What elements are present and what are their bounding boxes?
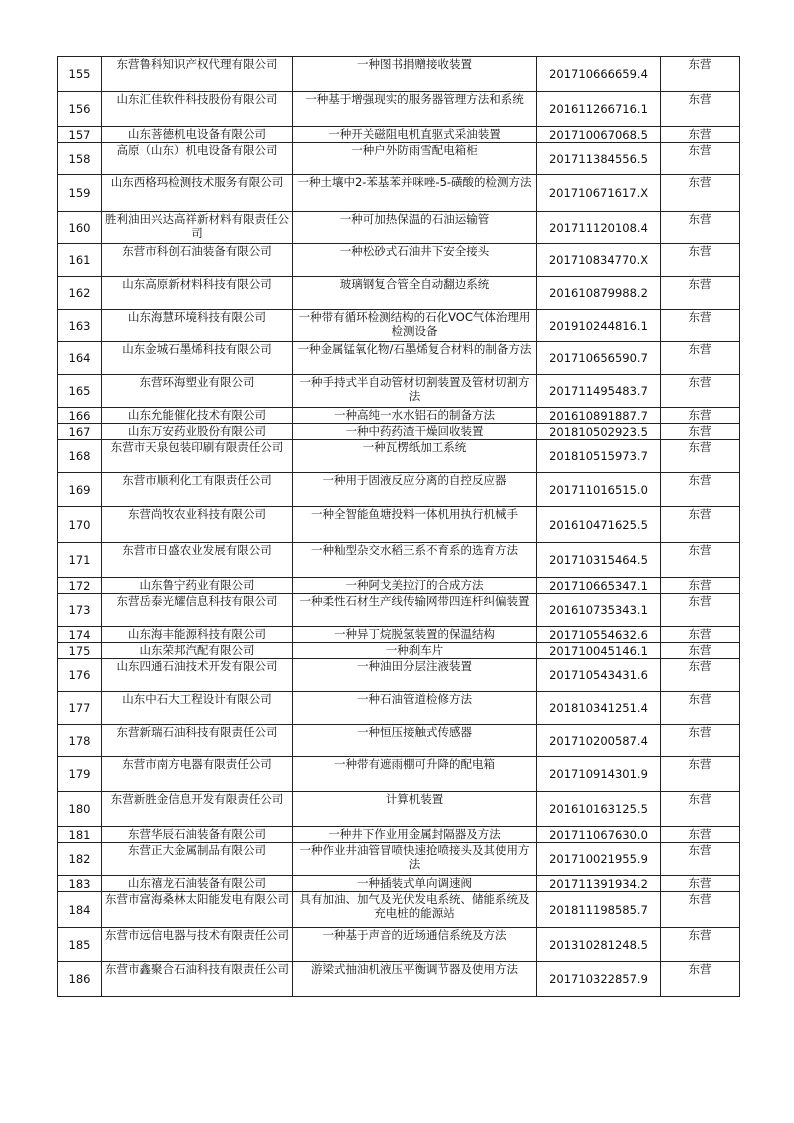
row-number: 174 [58, 627, 102, 643]
region: 东营 [661, 876, 740, 892]
patent-name: 一种插装式单向调速阀 [293, 876, 537, 892]
table-row [58, 843, 740, 876]
table-row [58, 827, 740, 843]
application-number: 201611266716.1 [537, 92, 661, 127]
patent-name: 具有加油、加气及光伏发电系统、储能系统及充电桩的能源站 [293, 892, 537, 928]
table-row [58, 127, 740, 143]
application-number: 201711495483.7 [537, 375, 661, 408]
patent-name: 一种图书捐赠接收装置 [293, 57, 537, 92]
row-number: 169 [58, 473, 102, 507]
application-number: 201610879988.2 [537, 277, 661, 310]
patent-name: 一种中药药渣干燥回收装置 [293, 424, 537, 440]
row-number: 167 [58, 424, 102, 440]
region: 东营 [661, 244, 740, 277]
table-row [58, 725, 740, 757]
region: 东营 [661, 143, 740, 175]
table-row [58, 757, 740, 792]
company-name: 东营新瑞石油科技有限责任公司 [102, 725, 293, 757]
application-number: 201710656590.7 [537, 342, 661, 375]
table-row [58, 408, 740, 424]
patent-name: 一种金属锰氧化物/石墨烯复合材料的制备方法 [293, 342, 537, 375]
company-name: 山东金城石墨烯科技有限公司 [102, 342, 293, 375]
table-row [58, 507, 740, 543]
row-number: 159 [58, 175, 102, 212]
patent-name: 一种户外防雨雪配电箱柜 [293, 143, 537, 175]
row-number: 175 [58, 643, 102, 659]
application-number: 201710543431.6 [537, 659, 661, 692]
region: 东营 [661, 725, 740, 757]
row-number: 172 [58, 578, 102, 594]
patent-name: 一种异丁烷脱氢装置的保温结构 [293, 627, 537, 643]
application-number: 201711120108.4 [537, 212, 661, 244]
region: 东营 [661, 375, 740, 408]
company-name: 山东允能催化技术有限公司 [102, 408, 293, 424]
table-row [58, 244, 740, 277]
row-number: 158 [58, 143, 102, 175]
application-number: 201610735343.1 [537, 594, 661, 627]
region: 东营 [661, 692, 740, 725]
company-name: 山东荣邦汽配有限公司 [102, 643, 293, 659]
application-number: 201710200587.4 [537, 725, 661, 757]
region: 东营 [661, 594, 740, 627]
application-number: 201710666659.4 [537, 57, 661, 92]
application-number: 201710834770.X [537, 244, 661, 277]
application-number: 201711016515.0 [537, 473, 661, 507]
patent-name: 一种油田分层注液装置 [293, 659, 537, 692]
region: 东营 [661, 543, 740, 578]
patent-name: 一种瓦楞纸加工系统 [293, 440, 537, 473]
table-row [58, 92, 740, 127]
table-row [58, 692, 740, 725]
company-name: 东营市远信电器与技术有限责任公司 [102, 928, 293, 962]
company-name: 东营市科创石油装备有限公司 [102, 244, 293, 277]
row-number: 164 [58, 342, 102, 375]
company-name: 东营市天泉包装印刷有限责任公司 [102, 440, 293, 473]
table-row [58, 892, 740, 928]
region: 东营 [661, 473, 740, 507]
company-name: 山东禧龙石油装备有限公司 [102, 876, 293, 892]
table-row [58, 175, 740, 212]
row-number: 181 [58, 827, 102, 843]
patent-name: 玻璃钢复合管全自动翻边系统 [293, 277, 537, 310]
patent-name: 一种土壤中2-苯基苯并咪唑-5-磺酸的检测方法 [293, 175, 537, 212]
table-row [58, 277, 740, 310]
company-name: 东营华辰石油装备有限公司 [102, 827, 293, 843]
row-number: 168 [58, 440, 102, 473]
application-number: 201610891887.7 [537, 408, 661, 424]
row-number: 179 [58, 757, 102, 792]
application-number: 201810515973.7 [537, 440, 661, 473]
row-number: 156 [58, 92, 102, 127]
application-number: 201710315464.5 [537, 543, 661, 578]
table-row [58, 962, 740, 997]
company-name: 东营正大金属制品有限公司 [102, 843, 293, 876]
company-name: 山东高原新材料科技有限公司 [102, 277, 293, 310]
row-number: 182 [58, 843, 102, 876]
table-row [58, 876, 740, 892]
patent-name: 一种阿戈美拉汀的合成方法 [293, 578, 537, 594]
company-name: 山东菩德机电设备有限公司 [102, 127, 293, 143]
application-number: 201711391934.2 [537, 876, 661, 892]
application-number: 201810502923.5 [537, 424, 661, 440]
patent-name: 一种带有循环检测结构的石化VOC气体治理用检测设备 [293, 310, 537, 342]
row-number: 166 [58, 408, 102, 424]
row-number: 186 [58, 962, 102, 997]
row-number: 176 [58, 659, 102, 692]
patent-name: 一种井下作业用金属封隔器及方法 [293, 827, 537, 843]
application-number: 201710067068.5 [537, 127, 661, 143]
table-row [58, 342, 740, 375]
row-number: 160 [58, 212, 102, 244]
company-name: 山东万安药业股份有限公司 [102, 424, 293, 440]
application-number: 201710322857.9 [537, 962, 661, 997]
patent-name: 一种松砂式石油井下安全接头 [293, 244, 537, 277]
application-number: 201710045146.1 [537, 643, 661, 659]
patent-name: 一种高纯一水水铝石的制备方法 [293, 408, 537, 424]
company-name: 东营市富海桑林太阳能发电有限公司 [102, 892, 293, 928]
company-name: 东营市日盛农业发展有限公司 [102, 543, 293, 578]
region: 东营 [661, 928, 740, 962]
patent-name: 一种石油管道检修方法 [293, 692, 537, 725]
region: 东营 [661, 408, 740, 424]
company-name: 东营市南方电器有限责任公司 [102, 757, 293, 792]
application-number: 201711067630.0 [537, 827, 661, 843]
company-name: 山东海慧环境科技有限公司 [102, 310, 293, 342]
region: 东营 [661, 440, 740, 473]
patent-name: 一种基于声音的近场通信系统及方法 [293, 928, 537, 962]
row-number: 180 [58, 792, 102, 827]
company-name: 东营市鑫聚合石油科技有限责任公司 [102, 962, 293, 997]
application-number: 201910244816.1 [537, 310, 661, 342]
patent-name: 计算机装置 [293, 792, 537, 827]
application-number: 201610163125.5 [537, 792, 661, 827]
company-name: 山东中石大工程设计有限公司 [102, 692, 293, 725]
patent-table [57, 56, 740, 997]
row-number: 178 [58, 725, 102, 757]
patent-name: 一种带有遮雨棚可升降的配电箱 [293, 757, 537, 792]
company-name: 山东海丰能源科技有限公司 [102, 627, 293, 643]
company-name: 东营环海塑业有限公司 [102, 375, 293, 408]
patent-name: 一种刹车片 [293, 643, 537, 659]
table-row [58, 543, 740, 578]
row-number: 177 [58, 692, 102, 725]
region: 东营 [661, 962, 740, 997]
row-number: 183 [58, 876, 102, 892]
region: 东营 [661, 578, 740, 594]
region: 东营 [661, 424, 740, 440]
region: 东营 [661, 659, 740, 692]
region: 东营 [661, 57, 740, 92]
table-row [58, 594, 740, 627]
company-name: 高原（山东）机电设备有限公司 [102, 143, 293, 175]
application-number: 201811198585.7 [537, 892, 661, 928]
region: 东营 [661, 843, 740, 876]
application-number: 201310281248.5 [537, 928, 661, 962]
table-row [58, 424, 740, 440]
table-row [58, 57, 740, 92]
company-name: 山东四通石油技术开发有限公司 [102, 659, 293, 692]
region: 东营 [661, 507, 740, 543]
region: 东营 [661, 175, 740, 212]
row-number: 163 [58, 310, 102, 342]
row-number: 155 [58, 57, 102, 92]
region: 东营 [661, 627, 740, 643]
application-number: 201710021955.9 [537, 843, 661, 876]
region: 东营 [661, 757, 740, 792]
row-number: 162 [58, 277, 102, 310]
application-number: 201711384556.5 [537, 143, 661, 175]
table-row [58, 310, 740, 342]
row-number: 184 [58, 892, 102, 928]
table-row [58, 212, 740, 244]
company-name: 东营新胜金信息开发有限责任公司 [102, 792, 293, 827]
patent-name: 一种基于增强现实的服务器管理方法和系统 [293, 92, 537, 127]
patent-name: 一种开关磁阻电机直驱式采油装置 [293, 127, 537, 143]
table-row [58, 578, 740, 594]
region: 东营 [661, 792, 740, 827]
patent-name: 一种可加热保温的石油运输管 [293, 212, 537, 244]
application-number: 201710671617.X [537, 175, 661, 212]
patent-name: 一种恒压接触式传感器 [293, 725, 537, 757]
row-number: 157 [58, 127, 102, 143]
application-number: 201710914301.9 [537, 757, 661, 792]
company-name: 东营鲁科知识产权代理有限公司 [102, 57, 293, 92]
patent-name: 一种籼型杂交水稻三系不育系的选育方法 [293, 543, 537, 578]
table-row [58, 473, 740, 507]
region: 东营 [661, 892, 740, 928]
company-name: 东营市顺利化工有限责任公司 [102, 473, 293, 507]
row-number: 173 [58, 594, 102, 627]
table-row [58, 643, 740, 659]
table-row [58, 143, 740, 175]
region: 东营 [661, 277, 740, 310]
company-name: 东营尚牧农业科技有限公司 [102, 507, 293, 543]
row-number: 185 [58, 928, 102, 962]
table-row [58, 928, 740, 962]
company-name: 胜利油田兴达高祥新材料有限责任公司 [102, 212, 293, 244]
application-number: 201810341251.4 [537, 692, 661, 725]
table-row [58, 440, 740, 473]
patent-name: 一种全智能鱼塘投料一体机用执行机械手 [293, 507, 537, 543]
row-number: 161 [58, 244, 102, 277]
table-row [58, 375, 740, 408]
region: 东营 [661, 127, 740, 143]
company-name: 山东西格玛检测技术服务有限公司 [102, 175, 293, 212]
region: 东营 [661, 643, 740, 659]
application-number: 201610471625.5 [537, 507, 661, 543]
company-name: 山东汇佳软件科技股份有限公司 [102, 92, 293, 127]
region: 东营 [661, 342, 740, 375]
row-number: 171 [58, 543, 102, 578]
patent-name: 一种手持式半自动管材切割装置及管材切割方法 [293, 375, 537, 408]
patent-name: 一种作业井油管冒喷快速抢喷接头及其使用方法 [293, 843, 537, 876]
region: 东营 [661, 827, 740, 843]
row-number: 170 [58, 507, 102, 543]
company-name: 山东鲁宁药业有限公司 [102, 578, 293, 594]
application-number: 201710665347.1 [537, 578, 661, 594]
table-row [58, 792, 740, 827]
patent-name: 游梁式抽油机液压平衡调节器及使用方法 [293, 962, 537, 997]
patent-table-body [58, 57, 740, 997]
table-row [58, 627, 740, 643]
patent-name: 一种用于固液反应分离的自控反应器 [293, 473, 537, 507]
region: 东营 [661, 310, 740, 342]
patent-name: 一种柔性石材生产线传输网带四连杆纠偏装置 [293, 594, 537, 627]
application-number: 201710554632.6 [537, 627, 661, 643]
region: 东营 [661, 92, 740, 127]
company-name: 东营岳泰光耀信息科技有限公司 [102, 594, 293, 627]
region: 东营 [661, 212, 740, 244]
row-number: 165 [58, 375, 102, 408]
table-row [58, 659, 740, 692]
